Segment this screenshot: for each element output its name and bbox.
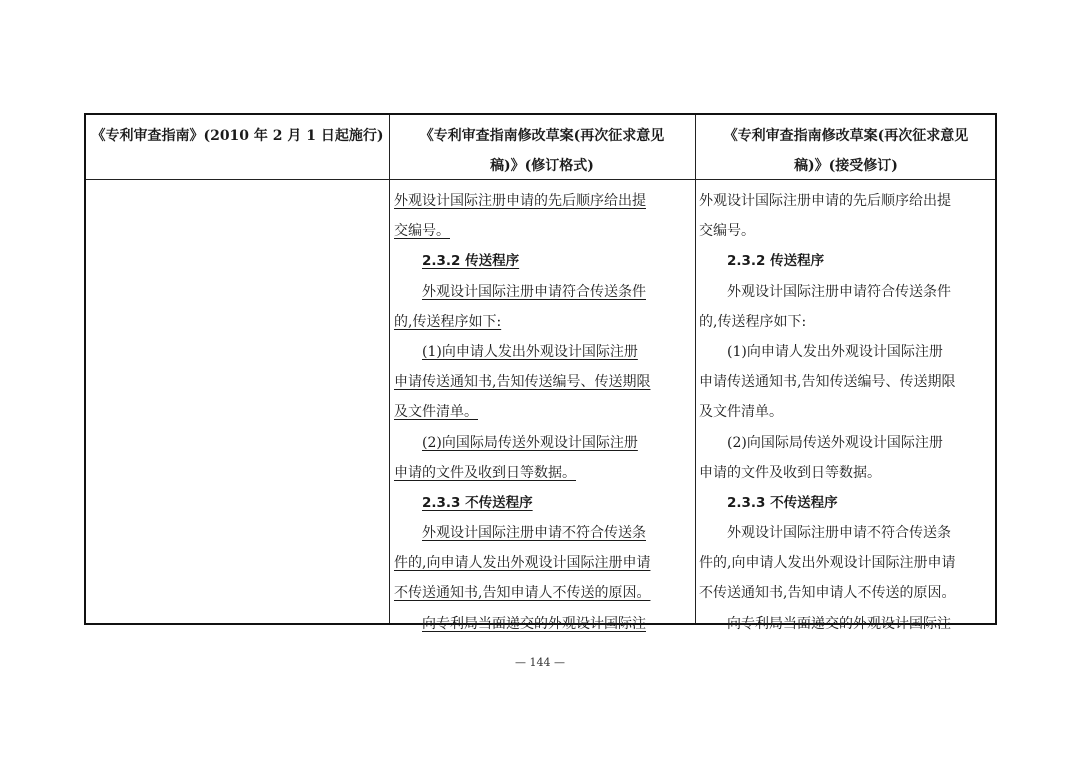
section-heading: 2.3.2 传送程序	[727, 253, 825, 270]
page-number: — 144 —	[515, 656, 565, 669]
text-line: 交编号。	[394, 223, 450, 240]
text-line: 申请的文件及收到日等数据。	[699, 464, 881, 481]
text-line: 申请传送通知书,告知传送编号、传送期限	[699, 374, 956, 391]
header-col-original-line: 《专利审查指南》(2010 年 2 月 1 日起施行)	[91, 128, 384, 144]
column-divider-1	[389, 115, 390, 623]
text-line: 不传送通知书,告知申请人不传送的原因。	[394, 585, 651, 602]
header-col-accepted-line-1: 《专利审查指南修改草案(再次征求意见	[723, 128, 969, 144]
header-col-tracked-line-2: 稿)》(修订格式)	[490, 158, 594, 174]
text-line: 向专利局当面递交的外观设计国际注	[727, 615, 951, 632]
text-line: (2)向国际局传送外观设计国际注册	[422, 434, 638, 451]
comparison-table	[84, 113, 997, 632]
header-col-accepted	[695, 115, 997, 179]
text-line: 件的,向申请人发出外观设计国际注册申请	[699, 555, 956, 572]
text-line: 交编号。	[699, 223, 755, 240]
text-line: 外观设计国际注册申请符合传送条件	[727, 283, 951, 300]
body-col-accepted	[699, 186, 995, 639]
text-line: 不传送通知书,告知申请人不传送的原因。	[699, 585, 956, 602]
body-col-tracked	[394, 186, 692, 639]
header-col-original	[86, 115, 389, 179]
section-heading: 2.3.3 不传送程序	[727, 494, 838, 511]
text-line: 申请的文件及收到日等数据。	[394, 464, 576, 481]
header-col-tracked-line-1: 《专利审查指南修改草案(再次征求意见	[419, 128, 665, 144]
header-col-tracked	[389, 115, 695, 179]
section-heading: 2.3.2 传送程序	[422, 253, 520, 270]
text-line: 的,传送程序如下:	[394, 313, 502, 330]
text-line: 件的,向申请人发出外观设计国际注册申请	[394, 555, 651, 572]
text-line: (1)向申请人发出外观设计国际注册	[727, 343, 943, 360]
text-line: 外观设计国际注册申请不符合传送条	[422, 525, 646, 542]
text-line: (1)向申请人发出外观设计国际注册	[422, 343, 638, 360]
text-line: 及文件清单。	[394, 404, 478, 421]
text-line: 申请传送通知书,告知传送编号、传送期限	[394, 374, 651, 391]
section-heading: 2.3.3 不传送程序	[422, 494, 533, 511]
text-line: 向专利局当面递交的外观设计国际注	[422, 615, 646, 632]
column-divider-2	[695, 115, 696, 623]
header-col-accepted-line-2: 稿)》(接受修订)	[794, 158, 898, 174]
text-line: 外观设计国际注册申请的先后顺序给出提	[699, 193, 951, 209]
text-line: 的,传送程序如下:	[699, 313, 807, 330]
text-line: 外观设计国际注册申请的先后顺序给出提	[394, 193, 646, 209]
text-line: 及文件清单。	[699, 404, 783, 421]
text-line: 外观设计国际注册申请不符合传送条	[727, 525, 951, 542]
text-line: 外观设计国际注册申请符合传送条件	[422, 283, 646, 300]
text-line: (2)向国际局传送外观设计国际注册	[727, 434, 943, 451]
